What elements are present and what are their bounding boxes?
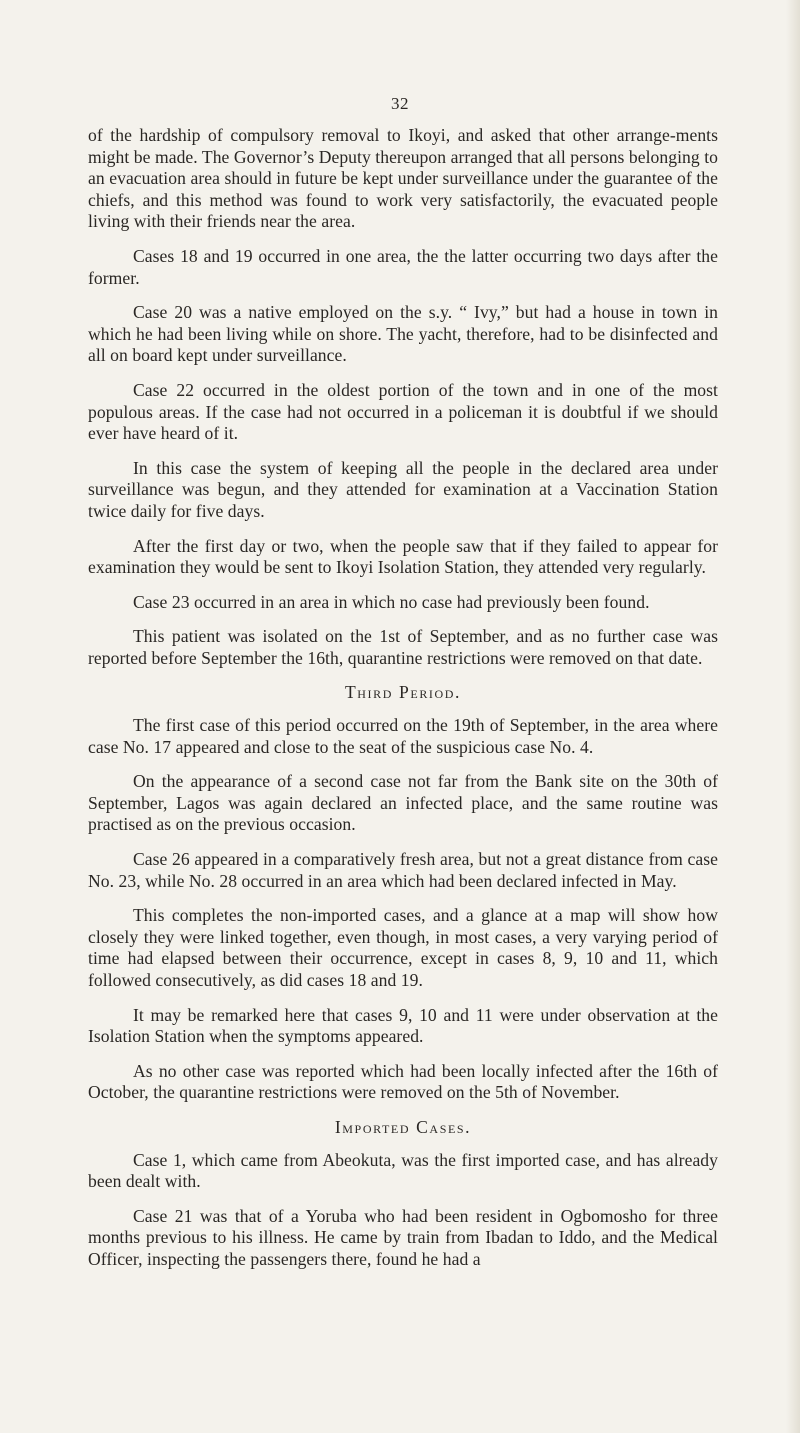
paragraph: This patient was isolated on the 1st of September, and as no further case was reported before September the 16th, quarantine restrictions were removed on that date. [88, 626, 718, 668]
page-edge-shadow [786, 0, 800, 1433]
paragraph: In this case the system of keeping all the people in the declared area under surveillance was begun, and they attended for examination at a Vaccination Station twice daily for five days. [88, 457, 718, 521]
paragraph: On the appearance of a second case not far from the Bank site on the 30th of September, Lagos was again declared an infected place, and the same routine was practised as on the previous occasion. [88, 771, 718, 835]
paragraph: Case 1, which came from Abeokuta, was the first imported case, and has already been dealt with. [88, 1149, 718, 1192]
paragraph: The first case of this period occurred on the 19th of September, in the area where case No. 17 appeared and close to the seat of the suspicious case No. 4. [88, 715, 718, 757]
paragraph: Case 23 occurred in an area in which no case had previously been found. [133, 591, 650, 612]
body-text [88, 125, 718, 1284]
paragraph: This completes the non-imported cases, and a glance at a map will show how closely they were linked together, even though, in most cases, a very varying period of time had elapsed between their occurrence, except in cases 8, 9, 10 and 11, which followed consecutively, as did cases 18 and 19. [88, 905, 718, 990]
paragraph: It may be remarked here that cases 9, 10 and 11 were under observation at the Isolation Station when the symptoms appeared. [88, 1004, 718, 1047]
paragraph: Case 22 occurred in the oldest portion of the town and in one of the most populous areas. If the case had not occurred in a policeman it is doubtful if we should ever have heard of it. [88, 379, 718, 444]
paragraph: After the first day or two, when the people saw that if they failed to appear for examination they would be sent to Ikoyi Isolation Station, they attended very regularly. [88, 535, 718, 578]
paragraph: of the hardship of compulsory removal to Ikoyi, and asked that other arrange-ments might be made. The Governor’s Deputy thereupon arranged that all persons belonging to an evacuation area should in future be kept under surveillance under the guarantee of the chiefs, and this method was found to work very satisfactorily, the evacuated people living with their friends near the area. [88, 125, 718, 232]
paragraph: Case 20 was a native employed on the s.y. “ Ivy,” but had a house in town in which he had been living while on shore. The yacht, therefore, had to be disinfected and all on board kept under surveillance. [88, 302, 718, 366]
section-heading-third-period: Third Period. [344, 682, 462, 703]
paragraph: Case 21 was that of a Yoruba who had been resident in Ogbomosho for three months previous to his illness. He came by train from Ibadan to Iddo, and the Medical Officer, inspecting the passengers there, found he had a [88, 1205, 718, 1269]
paragraph: Case 26 appeared in a comparatively fresh area, but not a great distance from case No. 23, while No. 28 occurred in an area which had been declared infected in May. [88, 849, 718, 891]
paragraph: As no other case was reported which had been locally infected after the 16th of October, the quarantine restrictions were removed on the 5th of November. [88, 1060, 718, 1103]
paragraph: Cases 18 and 19 occurred in one area, the the latter occurring two days after the former. [88, 245, 718, 288]
section-heading-imported-cases: Imported Cases. [334, 1116, 472, 1137]
page-number: 32 [391, 94, 409, 113]
